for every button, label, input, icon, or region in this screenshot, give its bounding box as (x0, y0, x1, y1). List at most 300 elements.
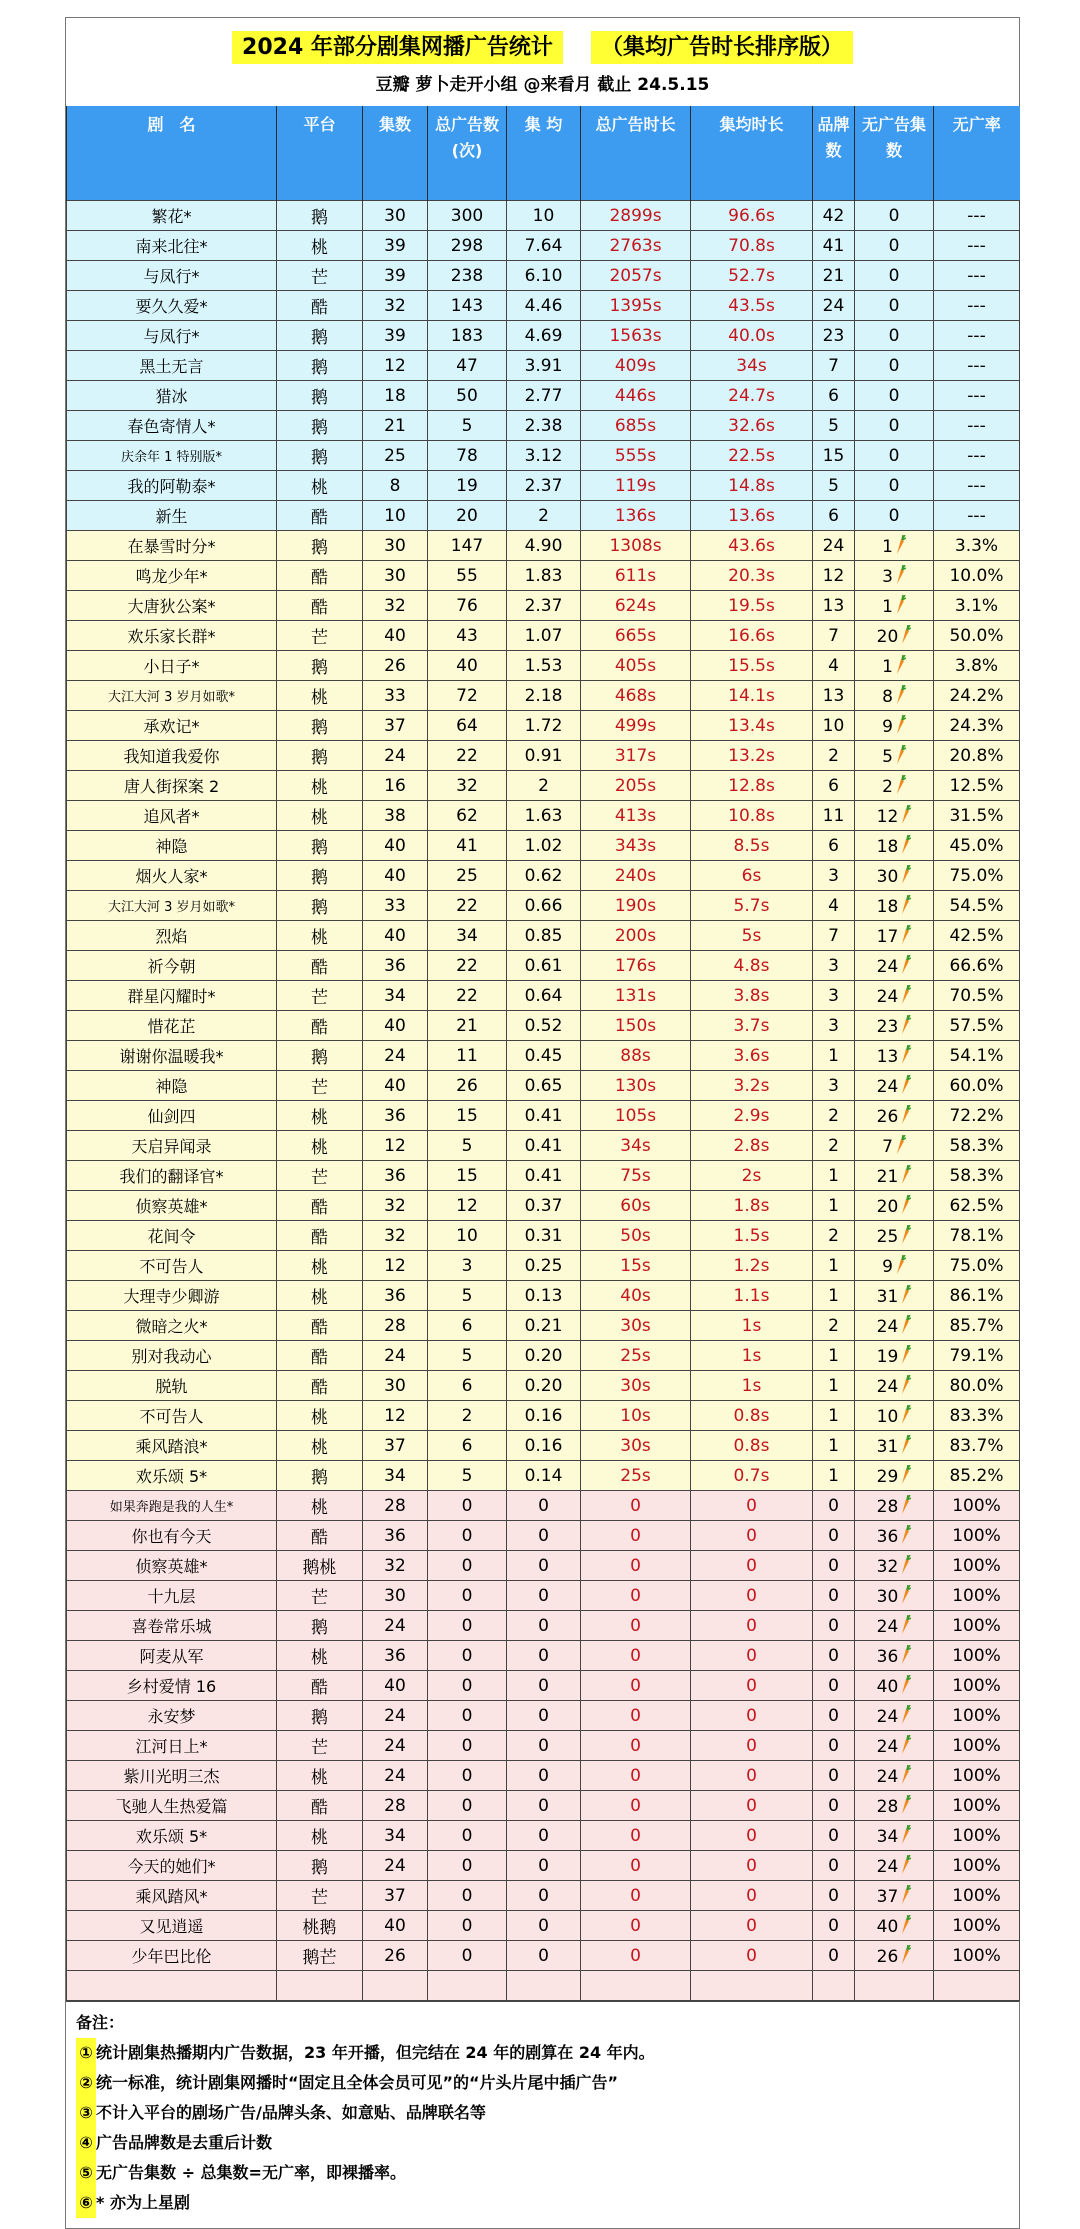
cell-total-ads: 0 (428, 1641, 507, 1671)
cell-total-ads: 34 (428, 921, 507, 951)
cell-no-ad-rate: --- (934, 291, 1020, 321)
cell-avg-ads: 2.37 (507, 591, 581, 621)
cell-platform: 桃 (277, 1401, 363, 1431)
cell-name: 新生 (67, 501, 277, 531)
cell-total-duration: 34s (581, 1131, 691, 1161)
header-avg-duration: 集均时长 (691, 106, 813, 201)
cell-brands: 42 (813, 201, 855, 231)
cell-total-duration: 200s (581, 921, 691, 951)
cell-avg-ads: 0.66 (507, 891, 581, 921)
carrot-icon (898, 627, 911, 647)
cell-brands: 4 (813, 651, 855, 681)
cell-total-ads: 0 (428, 1731, 507, 1761)
no-ad-count: 24 (876, 1076, 899, 1097)
cell-avg-duration: 1.5s (691, 1221, 813, 1251)
cell-no-ad-rate: 24.3% (934, 711, 1020, 741)
carrot-icon (898, 1497, 911, 1517)
cell-no-ad-episodes (855, 1641, 934, 1671)
cell-avg-ads: 0.14 (507, 1461, 581, 1491)
cell-no-ad-rate: 70.5% (934, 981, 1020, 1011)
cell-total-ads: 25 (428, 861, 507, 891)
cell-avg-duration: 3.8s (691, 981, 813, 1011)
cell-no-ad-episodes (855, 681, 934, 711)
cell-episodes: 40 (363, 1671, 428, 1701)
cell-avg-duration: 3.2s (691, 1071, 813, 1101)
cell-no-ad-episodes (855, 1821, 934, 1851)
table-row (67, 1521, 1020, 1551)
cell-episodes: 36 (363, 1521, 428, 1551)
note-text: 不计入平台的剧场广告/品牌头条、如意贴、品牌联名等 (96, 2103, 486, 2122)
table-row (67, 741, 1020, 771)
cell-total-duration: 2057s (581, 261, 691, 291)
cell-no-ad-episodes: 0 (855, 321, 934, 351)
cell-brands: 1 (813, 1191, 855, 1221)
cell-total-ads: 0 (428, 1851, 507, 1881)
no-ad-count: 8 (882, 686, 893, 707)
cell-total-ads: 0 (428, 1911, 507, 1941)
cell-episodes: 12 (363, 1131, 428, 1161)
cell-avg-ads: 0.41 (507, 1161, 581, 1191)
cell-total-duration: 1395s (581, 291, 691, 321)
cell-avg-ads: 2.77 (507, 381, 581, 411)
table-row (67, 1251, 1020, 1281)
no-ad-count: 24 (876, 986, 899, 1007)
carrot-icon (893, 1257, 906, 1277)
cell-total-ads: 22 (428, 951, 507, 981)
table-row (67, 531, 1020, 561)
cell-brands: 1 (813, 1251, 855, 1281)
cell-total-duration: 0 (581, 1581, 691, 1611)
table-row (67, 231, 1020, 261)
cell-episodes: 32 (363, 1551, 428, 1581)
cell-name: 小日子* (67, 651, 277, 681)
table-row (67, 1101, 1020, 1131)
cell-episodes: 28 (363, 1791, 428, 1821)
no-ad-count: 28 (876, 1496, 899, 1517)
table-row (67, 501, 1020, 531)
cell-brands: 0 (813, 1791, 855, 1821)
table-row (67, 1041, 1020, 1071)
cell-avg-duration: 32.6s (691, 411, 813, 441)
cell-total-ads: 21 (428, 1011, 507, 1041)
cell-name: 别对我动心 (67, 1341, 277, 1371)
no-ad-count: 26 (876, 1946, 899, 1967)
page-title (66, 30, 1019, 61)
cell-platform: 酷 (277, 591, 363, 621)
table-row (67, 381, 1020, 411)
cell-episodes: 30 (363, 561, 428, 591)
cell-platform: 酷 (277, 1191, 363, 1221)
cell-no-ad-rate: --- (934, 471, 1020, 501)
header-total-ads: 总广告数(次) (428, 106, 507, 201)
cell-platform: 鹅 (277, 531, 363, 561)
no-ad-count: 24 (876, 1706, 899, 1727)
no-ad-count: 9 (882, 716, 893, 737)
cell-episodes: 8 (363, 471, 428, 501)
cell-total-ads: 72 (428, 681, 507, 711)
cell-avg-duration: 0.7s (691, 1461, 813, 1491)
empty-cell (428, 1971, 507, 2001)
no-ad-count: 2 (882, 776, 893, 797)
cell-avg-ads: 1.53 (507, 651, 581, 681)
cell-no-ad-episodes (855, 621, 934, 651)
cell-avg-ads: 0.65 (507, 1071, 581, 1101)
no-ad-count: 19 (876, 1346, 899, 1367)
cell-no-ad-rate: 3.1% (934, 591, 1020, 621)
cell-brands: 2 (813, 1101, 855, 1131)
carrot-icon (898, 1377, 911, 1397)
cell-avg-ads: 0 (507, 1551, 581, 1581)
cell-total-ads: 6 (428, 1371, 507, 1401)
header-brands: 品牌数 (813, 106, 855, 201)
cell-no-ad-rate: 100% (934, 1701, 1020, 1731)
cell-no-ad-rate: 100% (934, 1521, 1020, 1551)
no-ad-count: 20 (876, 626, 899, 647)
table-row (67, 801, 1020, 831)
table-row (67, 1911, 1020, 1941)
cell-total-ads: 15 (428, 1161, 507, 1191)
cell-no-ad-rate: 85.2% (934, 1461, 1020, 1491)
cell-platform: 鹅桃 (277, 1551, 363, 1581)
cell-total-duration: 0 (581, 1641, 691, 1671)
cell-no-ad-episodes (855, 921, 934, 951)
cell-total-ads: 11 (428, 1041, 507, 1071)
cell-no-ad-rate: 42.5% (934, 921, 1020, 951)
cell-total-ads: 0 (428, 1611, 507, 1641)
cell-total-duration: 0 (581, 1911, 691, 1941)
cell-name: 与凤行* (67, 321, 277, 351)
carrot-icon (893, 687, 906, 707)
cell-episodes: 34 (363, 1821, 428, 1851)
cell-total-duration: 30s (581, 1431, 691, 1461)
no-ad-count: 17 (876, 926, 899, 947)
note-number: ① (76, 2038, 96, 2068)
cell-avg-ads: 0.91 (507, 741, 581, 771)
table-row (67, 1491, 1020, 1521)
cell-name: 庆余年 1 特别版* (67, 441, 277, 471)
table-row (67, 561, 1020, 591)
cell-avg-duration: 1s (691, 1341, 813, 1371)
cell-platform: 酷 (277, 1521, 363, 1551)
cell-brands: 15 (813, 441, 855, 471)
cell-platform: 鹅 (277, 1701, 363, 1731)
cell-platform: 桃鹅 (277, 1911, 363, 1941)
cell-avg-duration: 1s (691, 1311, 813, 1341)
cell-episodes: 36 (363, 1161, 428, 1191)
table-row (67, 1431, 1020, 1461)
cell-no-ad-rate: 100% (934, 1791, 1020, 1821)
no-ad-count: 30 (876, 1586, 899, 1607)
cell-episodes: 34 (363, 1461, 428, 1491)
cell-no-ad-episodes (855, 1941, 934, 1971)
no-ad-count: 9 (882, 1256, 893, 1277)
no-ad-count: 25 (876, 1226, 899, 1247)
cell-avg-duration: 0 (691, 1641, 813, 1671)
cell-brands: 1 (813, 1401, 855, 1431)
cell-brands: 11 (813, 801, 855, 831)
table-row (67, 861, 1020, 891)
cell-name: 烟火人家* (67, 861, 277, 891)
cell-episodes: 24 (363, 741, 428, 771)
cell-no-ad-rate: 83.7% (934, 1431, 1020, 1461)
cell-brands: 0 (813, 1701, 855, 1731)
cell-brands: 2 (813, 1131, 855, 1161)
cell-brands: 3 (813, 861, 855, 891)
cell-name: 你也有今天 (67, 1521, 277, 1551)
cell-brands: 3 (813, 1011, 855, 1041)
cell-name: 乘风踏浪* (67, 1431, 277, 1461)
cell-avg-ads: 0 (507, 1941, 581, 1971)
cell-no-ad-rate: 62.5% (934, 1191, 1020, 1221)
cell-platform: 鹅 (277, 1851, 363, 1881)
cell-brands: 6 (813, 501, 855, 531)
cell-avg-ads: 4.90 (507, 531, 581, 561)
cell-avg-ads: 0.31 (507, 1221, 581, 1251)
cell-total-duration: 0 (581, 1551, 691, 1581)
cell-no-ad-episodes (855, 531, 934, 561)
carrot-icon (898, 1167, 911, 1187)
cell-avg-duration: 0.8s (691, 1431, 813, 1461)
cell-total-ads: 62 (428, 801, 507, 831)
cell-avg-duration: 1s (691, 1371, 813, 1401)
cell-platform: 酷 (277, 501, 363, 531)
cell-no-ad-rate: 86.1% (934, 1281, 1020, 1311)
cell-no-ad-episodes (855, 1101, 934, 1131)
cell-name: 猎冰 (67, 381, 277, 411)
cell-avg-duration: 34s (691, 351, 813, 381)
carrot-icon (898, 867, 911, 887)
cell-name: 十九层 (67, 1581, 277, 1611)
note-number: ③ (76, 2098, 96, 2128)
cell-avg-ads: 0 (507, 1791, 581, 1821)
cell-no-ad-episodes (855, 1311, 934, 1341)
cell-platform: 芒 (277, 1161, 363, 1191)
cell-avg-duration: 0 (691, 1851, 813, 1881)
carrot-icon (898, 1557, 911, 1577)
table-row (67, 1761, 1020, 1791)
cell-episodes: 32 (363, 591, 428, 621)
cell-avg-duration: 5.7s (691, 891, 813, 921)
cell-episodes: 24 (363, 1611, 428, 1641)
cell-platform: 酷 (277, 561, 363, 591)
cell-no-ad-episodes (855, 711, 934, 741)
cell-avg-ads: 7.64 (507, 231, 581, 261)
cell-total-duration: 190s (581, 891, 691, 921)
cell-total-duration: 130s (581, 1071, 691, 1101)
note-text: 广告品牌数是去重后计数 (96, 2133, 273, 2152)
cell-avg-ads: 2.38 (507, 411, 581, 441)
cell-brands: 6 (813, 381, 855, 411)
cell-platform: 桃 (277, 771, 363, 801)
cell-episodes: 25 (363, 441, 428, 471)
cell-total-ads: 5 (428, 411, 507, 441)
cell-avg-ads: 0 (507, 1491, 581, 1521)
no-ad-count: 1 (882, 596, 893, 617)
carrot-icon (893, 657, 906, 677)
table-row (67, 1371, 1020, 1401)
title-area (66, 18, 1019, 106)
carrot-icon (898, 1347, 911, 1367)
cell-brands: 1 (813, 1461, 855, 1491)
cell-brands: 10 (813, 711, 855, 741)
cell-total-duration: 30s (581, 1311, 691, 1341)
cell-no-ad-episodes (855, 1161, 934, 1191)
cell-no-ad-episodes (855, 1521, 934, 1551)
header-total-duration: 总广告时长 (581, 106, 691, 201)
cell-total-duration: 15s (581, 1251, 691, 1281)
cell-total-duration: 10s (581, 1401, 691, 1431)
cell-no-ad-episodes (855, 1761, 934, 1791)
cell-brands: 21 (813, 261, 855, 291)
cell-no-ad-episodes: 0 (855, 261, 934, 291)
cell-brands: 0 (813, 1521, 855, 1551)
table-row (67, 1671, 1020, 1701)
note-text: 统计剧集热播期内广告数据，23 年开播，但完结在 24 年的剧算在 24 年内。 (96, 2043, 655, 2062)
cell-total-duration: 665s (581, 621, 691, 651)
cell-episodes: 26 (363, 1941, 428, 1971)
cell-avg-ads: 4.69 (507, 321, 581, 351)
cell-total-ads: 0 (428, 1491, 507, 1521)
cell-total-ads: 22 (428, 741, 507, 771)
cell-avg-duration: 70.8s (691, 231, 813, 261)
cell-platform: 桃 (277, 1281, 363, 1311)
header-no-ad-episodes: 无广告集数 (855, 106, 934, 201)
cell-total-duration: 40s (581, 1281, 691, 1311)
cell-no-ad-episodes: 0 (855, 411, 934, 441)
cell-avg-ads: 3.12 (507, 441, 581, 471)
cell-no-ad-rate: --- (934, 201, 1020, 231)
cell-name: 神隐 (67, 1071, 277, 1101)
cell-no-ad-rate: 100% (934, 1851, 1020, 1881)
cell-brands: 12 (813, 561, 855, 591)
no-ad-count: 7 (882, 1136, 893, 1157)
table-row (67, 351, 1020, 381)
no-ad-count: 20 (876, 1196, 899, 1217)
cell-total-duration: 555s (581, 441, 691, 471)
cell-platform: 鹅 (277, 1041, 363, 1071)
carrot-icon (898, 1317, 911, 1337)
cell-total-duration: 0 (581, 1851, 691, 1881)
cell-no-ad-episodes (855, 1251, 934, 1281)
cell-avg-ads: 0.62 (507, 861, 581, 891)
cell-brands: 41 (813, 231, 855, 261)
cell-platform: 芒 (277, 981, 363, 1011)
cell-total-duration: 624s (581, 591, 691, 621)
cell-total-duration: 446s (581, 381, 691, 411)
cell-avg-ads: 1.72 (507, 711, 581, 741)
cell-no-ad-rate: 75.0% (934, 861, 1020, 891)
note-number: ② (76, 2068, 96, 2098)
table-row (67, 471, 1020, 501)
cell-name: 大江大河 3 岁月如歌* (67, 891, 277, 921)
cell-no-ad-rate: 66.6% (934, 951, 1020, 981)
cell-episodes: 32 (363, 291, 428, 321)
title-sub: （集均广告时长排序版） (591, 31, 853, 64)
cell-platform: 酷 (277, 1221, 363, 1251)
cell-total-duration: 0 (581, 1761, 691, 1791)
table-row (67, 1161, 1020, 1191)
cell-total-ads: 5 (428, 1461, 507, 1491)
cell-total-ads: 22 (428, 981, 507, 1011)
no-ad-count: 26 (876, 1106, 899, 1127)
table-row (67, 1731, 1020, 1761)
cell-no-ad-rate: 3.3% (934, 531, 1020, 561)
notes-label: 备注： (76, 2013, 125, 2032)
cell-name: 唐人街探案 2 (67, 771, 277, 801)
cell-avg-duration: 0 (691, 1581, 813, 1611)
cell-platform: 酷 (277, 1341, 363, 1371)
cell-avg-ads: 0.37 (507, 1191, 581, 1221)
cell-avg-ads: 0 (507, 1671, 581, 1701)
table-row (67, 951, 1020, 981)
empty-row (67, 1971, 1020, 2001)
cell-avg-ads: 0.16 (507, 1431, 581, 1461)
cell-platform: 桃 (277, 1761, 363, 1791)
no-ad-count: 31 (876, 1436, 899, 1457)
cell-total-ads: 47 (428, 351, 507, 381)
carrot-icon (898, 1617, 911, 1637)
carrot-icon (898, 1827, 911, 1847)
cell-avg-duration: 0 (691, 1611, 813, 1641)
cell-name: 不可告人 (67, 1251, 277, 1281)
cell-no-ad-episodes (855, 1191, 934, 1221)
cell-name: 微暗之火* (67, 1311, 277, 1341)
cell-brands: 6 (813, 771, 855, 801)
cell-total-duration: 0 (581, 1521, 691, 1551)
cell-no-ad-rate: 10.0% (934, 561, 1020, 591)
no-ad-count: 1 (882, 536, 893, 557)
cell-no-ad-episodes (855, 651, 934, 681)
note-item (76, 2188, 1009, 2218)
cell-brands: 1 (813, 1431, 855, 1461)
carrot-icon (898, 1197, 911, 1217)
cell-platform: 鹅 (277, 861, 363, 891)
cell-avg-ads: 0.45 (507, 1041, 581, 1071)
cell-platform: 酷 (277, 1311, 363, 1341)
cell-total-ads: 0 (428, 1551, 507, 1581)
no-ad-count: 24 (876, 1766, 899, 1787)
cell-no-ad-rate: --- (934, 441, 1020, 471)
cell-avg-duration: 13.6s (691, 501, 813, 531)
table-row (67, 291, 1020, 321)
cell-avg-ads: 0 (507, 1521, 581, 1551)
cell-brands: 7 (813, 921, 855, 951)
cell-total-ads: 22 (428, 891, 507, 921)
cell-name: 喜卷常乐城 (67, 1611, 277, 1641)
cell-no-ad-episodes: 0 (855, 441, 934, 471)
cell-no-ad-episodes (855, 1851, 934, 1881)
cell-no-ad-episodes (855, 1491, 934, 1521)
cell-episodes: 18 (363, 381, 428, 411)
cell-episodes: 24 (363, 1761, 428, 1791)
cell-brands: 0 (813, 1551, 855, 1581)
ad-stats-sheet (65, 17, 1020, 2229)
carrot-icon (898, 1797, 911, 1817)
cell-name: 永安梦 (67, 1701, 277, 1731)
cell-avg-ads: 0 (507, 1821, 581, 1851)
cell-name: 追风者* (67, 801, 277, 831)
empty-cell (855, 1971, 934, 2001)
cell-brands: 2 (813, 741, 855, 771)
cell-no-ad-episodes (855, 1221, 934, 1251)
cell-avg-duration: 0 (691, 1551, 813, 1581)
cell-total-duration: 0 (581, 1731, 691, 1761)
cell-brands: 0 (813, 1731, 855, 1761)
table-row (67, 1791, 1020, 1821)
carrot-icon (898, 1287, 911, 1307)
cell-total-ads: 6 (428, 1431, 507, 1461)
cell-total-duration: 25s (581, 1341, 691, 1371)
